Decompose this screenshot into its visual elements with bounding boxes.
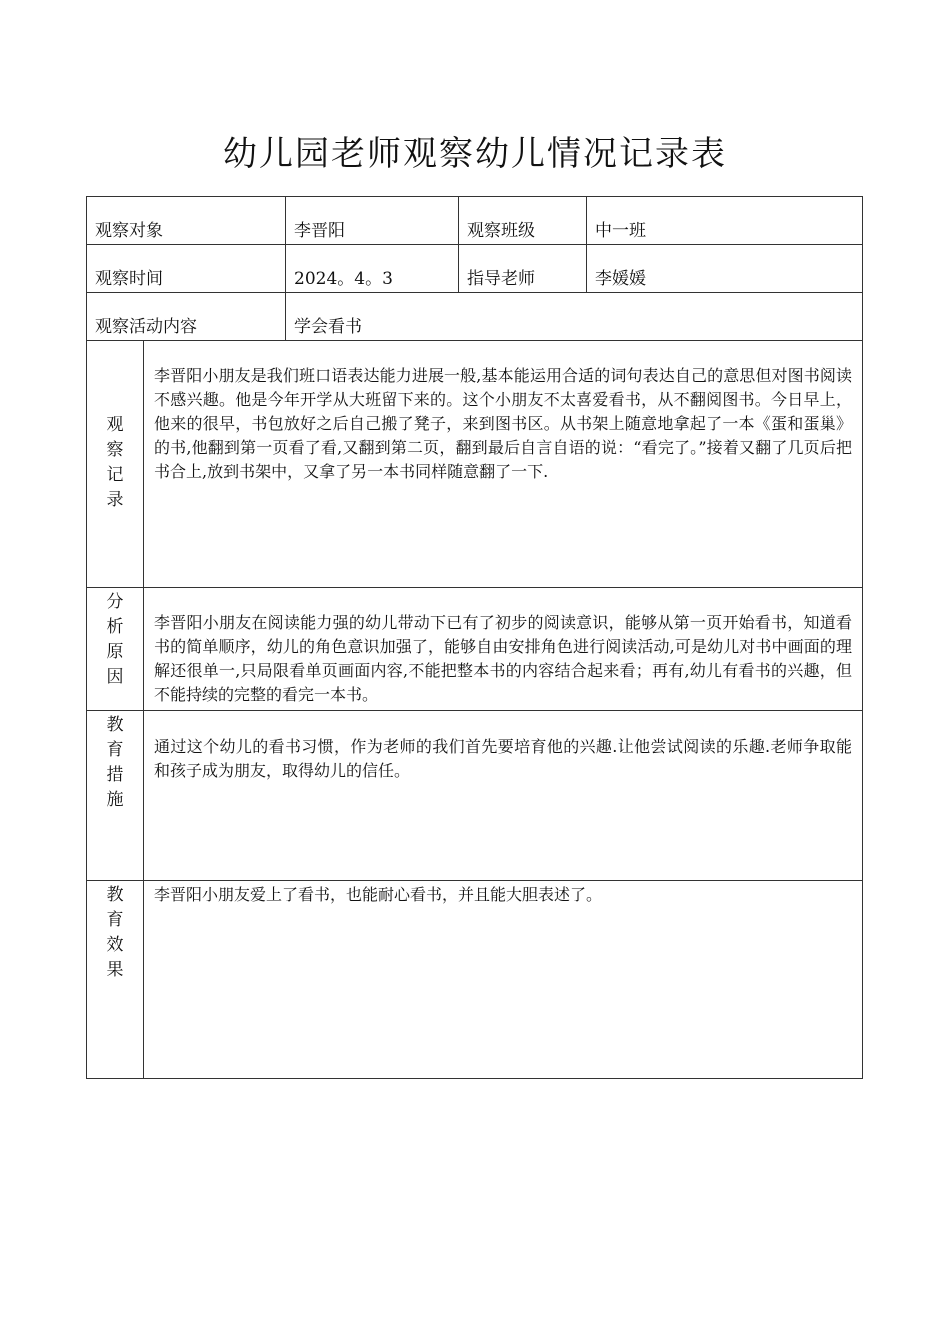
label-char: 察 (106, 440, 124, 460)
table-row (87, 293, 863, 341)
teacher-label: 指导老师 (467, 269, 535, 289)
effect-label (87, 881, 143, 983)
class-label: 观察班级 (467, 221, 535, 241)
teacher-label-cell (459, 245, 587, 293)
measures-text: 通过这个幼儿的看书习惯，作为老师的我们首先要培育他的兴趣.让他尝试阅读的乐趣.老师争取能和孩子成为朋友，取得幼儿的信任。 (154, 737, 852, 780)
effect-text: 李晋阳小朋友爱上了看书，也能耐心看书，并且能大胆表述了。 (154, 885, 603, 904)
table-row (87, 245, 863, 293)
table-row (87, 588, 863, 711)
measures-label (87, 711, 143, 813)
subject-label: 观察对象 (95, 221, 163, 241)
time-label-cell (87, 245, 286, 293)
label-char: 观 (106, 415, 124, 435)
class-label-cell (459, 197, 587, 245)
time-label: 观察时间 (95, 269, 163, 289)
table-row (87, 341, 863, 588)
label-char: 析 (106, 617, 124, 637)
table-row (87, 197, 863, 245)
label-char: 施 (106, 790, 124, 810)
effect-text-cell (144, 881, 863, 1079)
label-char: 措 (106, 765, 124, 785)
record-text-cell (144, 341, 863, 588)
teacher-value-cell (587, 245, 863, 293)
effect-label-cell (87, 881, 144, 1079)
subject-value: 李晋阳 (294, 221, 345, 241)
record-label (87, 341, 143, 513)
label-char: 分 (106, 592, 124, 612)
analysis-label (87, 588, 143, 690)
subject-value-cell (286, 197, 459, 245)
table-row (87, 711, 863, 881)
record-text: 李晋阳小朋友是我们班口语表达能力进展一般,基本能运用合适的词句表达自己的意思但对图书阅读不感兴趣。他是今年开学从大班留下来的。这个小朋友不太喜爱看书，从不翻阅图书。今日早上，他来的很早，书包放好之后自己搬了凳子，来到图书区。从书架上随意地拿起了一本《蛋和蛋巢》的书,他翻到第一页看了看,又翻到第二页，翻到最后自言自语的说：“看完了。”接着又翻了几页后把书合上,放到书架中，又拿了另一本书同样随意翻了一下. (154, 366, 852, 481)
analysis-label-cell (87, 588, 144, 711)
activity-label-cell (87, 293, 286, 341)
label-char: 育 (106, 740, 124, 760)
analysis-text: 李晋阳小朋友在阅读能力强的幼儿带动下已有了初步的阅读意识，能够从第一页开始看书，知道看书的简单顺序，幼儿的角色意识加强了，能够自由安排角色进行阅读活动,可是幼儿对书中画面的理解还很单一,只局限看单页画面内容,不能把整本书的内容结合起来看；再有,幼儿有看书的兴趣，但不能持续的完整的看完一本书。 (154, 613, 852, 704)
page-title: 幼儿园老师观察幼儿情况记录表 (223, 134, 727, 174)
measures-label-cell (87, 711, 144, 881)
analysis-text-cell (144, 588, 863, 711)
label-char: 教 (106, 715, 124, 735)
activity-label: 观察活动内容 (95, 317, 197, 337)
record-label-cell (87, 341, 144, 588)
activity-value-cell (286, 293, 863, 341)
label-char: 因 (106, 667, 124, 687)
class-value: 中一班 (595, 221, 646, 241)
subject-label-cell (87, 197, 286, 245)
label-char: 育 (106, 910, 124, 930)
observation-record-table (86, 196, 863, 1079)
label-char: 录 (106, 490, 124, 510)
label-char: 果 (106, 960, 124, 980)
measures-text-cell (144, 711, 863, 881)
class-value-cell (587, 197, 863, 245)
label-char: 教 (106, 885, 124, 905)
time-value: 2024。4。3 (294, 269, 393, 289)
table-row (87, 881, 863, 1079)
time-value-cell (286, 245, 459, 293)
teacher-value: 李媛媛 (595, 269, 646, 289)
label-char: 记 (106, 465, 124, 485)
activity-value: 学会看书 (294, 317, 362, 337)
label-char: 原 (106, 642, 124, 662)
label-char: 效 (106, 935, 124, 955)
